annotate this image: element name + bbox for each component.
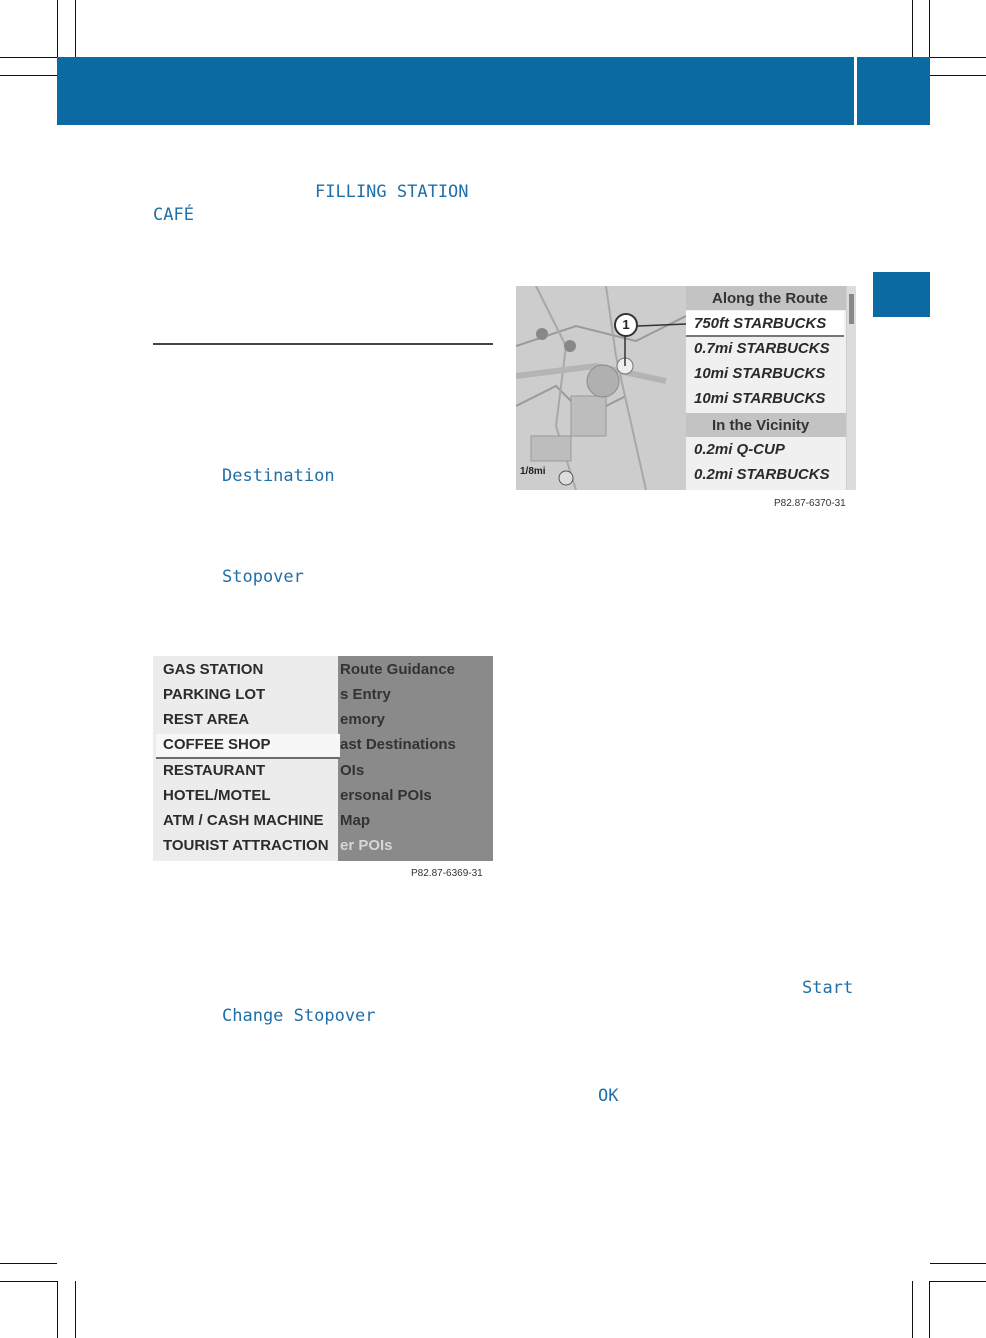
map-view [516,286,686,490]
poi-item[interactable]: 10mi STARBUCKS [694,365,826,382]
crop-mark [929,0,930,57]
crop-mark [930,1263,986,1264]
category-item[interactable]: GAS STATION [163,661,264,678]
start-text: Start [802,978,854,998]
change-stopover-text: Change Stopover [222,1006,376,1026]
category-item[interactable]: RESTAURANT [163,762,266,779]
crop-mark [75,0,76,57]
menu-item: ast Destinations [340,736,456,753]
crop-mark [0,75,57,76]
header-bar [57,57,854,125]
callout-marker: 1 [614,313,638,337]
poi-list [686,286,846,490]
menu-item: OIs [340,762,365,779]
menu-item: s Entry [340,686,391,703]
crop-mark [0,57,57,58]
menu-item: ersonal POIs [340,787,432,804]
category-item[interactable]: COFFEE SHOP [163,736,271,753]
crop-mark [912,0,913,57]
scrollbar[interactable] [847,286,856,490]
figure-caption: P82.87-6370-31 [774,498,846,509]
crop-mark [930,57,986,58]
cafe-text: CAFÉ [153,205,194,225]
section-tab [873,272,930,317]
menu-item: er POIs [340,837,393,854]
poi-item[interactable]: 0.7mi STARBUCKS [694,340,830,357]
crop-mark [930,75,986,76]
crop-mark [57,1281,58,1338]
category-item[interactable]: ATM / CASH MACHINE [163,812,324,829]
category-item[interactable]: TOURIST ATTRACTION [163,837,329,854]
crop-mark [912,1281,913,1338]
figure-caption: P82.87-6369-31 [411,868,483,879]
ok-text: OK [598,1086,619,1106]
header-bar-right [857,57,930,125]
poi-item[interactable]: 750ft STARBUCKS [694,315,827,332]
menu-item: Map [340,812,370,829]
crop-mark [75,1281,76,1338]
poi-item[interactable]: 0.2mi STARBUCKS [694,466,830,483]
poi-category-screen [153,656,493,861]
crop-mark [929,1281,930,1338]
category-item[interactable]: HOTEL/MOTEL [163,787,271,804]
menu-item: emory [340,711,386,728]
menu-item: Route Guidance [340,661,456,678]
crop-mark [0,1263,57,1264]
header-vicinity: In the Vicinity [712,417,810,434]
category-item[interactable]: PARKING LOT [163,686,266,703]
scrollbar-thumb[interactable] [849,294,854,324]
crop-mark [930,1281,986,1282]
poi-item[interactable]: 10mi STARBUCKS [694,390,826,407]
header-along-route: Along the Route [712,290,828,307]
poi-item[interactable]: 0.2mi Q-CUP [694,441,785,458]
map-scale: 1/8mi [520,466,546,477]
stopover-text: Stopover [222,567,304,587]
crop-mark [0,1281,57,1282]
filling-station-text: FILLING STATION [315,182,469,202]
poi-list-screen [516,286,856,490]
crop-mark [57,0,58,57]
destination-text: Destination [222,466,335,486]
divider [153,343,493,345]
category-item[interactable]: REST AREA [163,711,250,728]
